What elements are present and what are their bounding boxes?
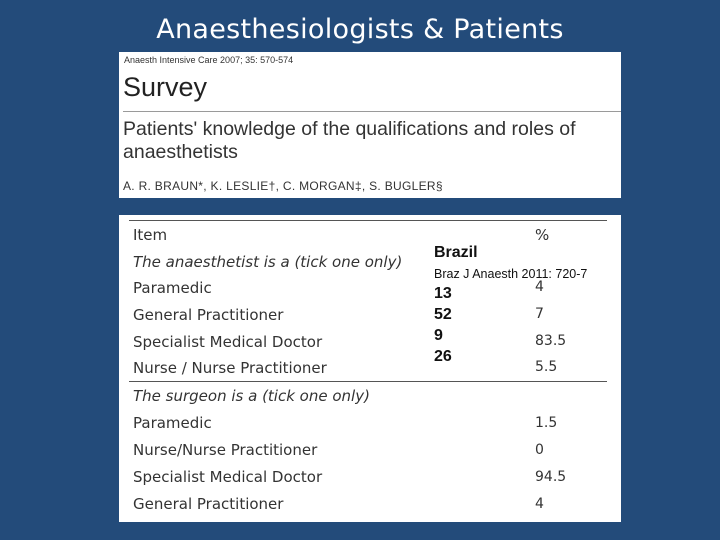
journal-citation: Anaesth Intensive Care 2007; 35: 570-574 (124, 55, 294, 65)
brazil-value: 52 (434, 306, 452, 323)
divider (129, 381, 607, 382)
brazil-value: 9 (434, 327, 443, 344)
article-header-image (119, 52, 621, 198)
table-row-percent: 83.5 (535, 333, 567, 349)
table-row-label: General Practitioner (133, 495, 284, 513)
column-header-percent: % (535, 226, 550, 244)
table-row-percent: 5.5 (535, 359, 558, 375)
slide-title: Anaesthesiologists & Patients (156, 14, 564, 45)
table-row-label: Specialist Medical Doctor (133, 333, 323, 351)
column-header-item: Item (133, 226, 168, 244)
table-row-percent: 0 (535, 442, 544, 458)
paper-authors: A. R. BRAUN*, K. LESLIE†, C. MORGAN‡, S. BUGLER§ (123, 179, 443, 193)
table-row-percent: 7 (535, 306, 544, 322)
table-row-label: General Practitioner (133, 306, 284, 324)
table-row-label: Paramedic (133, 414, 212, 432)
brazil-value: 13 (434, 285, 452, 302)
divider (123, 111, 621, 112)
question-anaesthetist: The anaesthetist is a (tick one only) (133, 253, 403, 271)
table-row-label: Specialist Medical Doctor (133, 468, 323, 486)
table-row-label: Nurse / Nurse Practitioner (133, 359, 327, 377)
question-surgeon: The surgeon is a (tick one only) (133, 387, 370, 405)
paper-title: Patients' knowledge of the qualifications and roles of anaesthetists (123, 118, 576, 163)
table-row-label: Paramedic (133, 279, 212, 297)
brazil-reference: Braz J Anaesth 2011: 720-7 (434, 267, 588, 281)
table-row-percent: 4 (535, 496, 544, 512)
survey-table-image (119, 215, 621, 522)
table-row-percent: 4 (535, 279, 544, 295)
table-row-percent: 94.5 (535, 469, 567, 485)
section-label: Survey (123, 72, 208, 102)
divider (129, 220, 607, 221)
table-row-percent: 1.5 (535, 415, 558, 431)
brazil-heading: Brazil (434, 244, 478, 261)
table-row-label: Nurse/Nurse Practitioner (133, 441, 318, 459)
brazil-value: 26 (434, 348, 452, 365)
